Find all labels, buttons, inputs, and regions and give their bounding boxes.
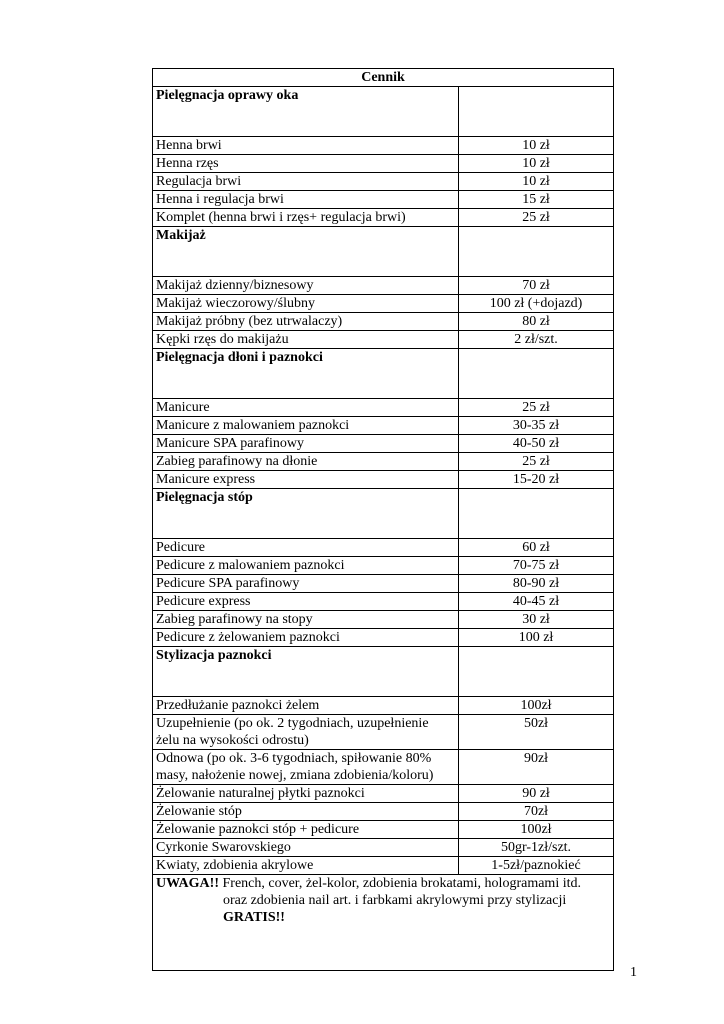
section-title: Pielęgnacja dłoni i paznokci — [153, 349, 459, 399]
service-price: 100zł — [459, 697, 614, 715]
service-price: 70-75 zł — [459, 557, 614, 575]
service-price: 25 zł — [459, 209, 614, 227]
section-header-row — [153, 489, 614, 539]
section-title: Pielęgnacja oprawy oka — [153, 87, 459, 137]
section-header-row — [153, 227, 614, 277]
table-row — [153, 277, 614, 295]
service-name: Pedicure SPA parafinowy — [153, 575, 459, 593]
table-row — [153, 803, 614, 821]
table-row — [153, 417, 614, 435]
table-row — [153, 750, 614, 785]
section-title: Pielęgnacja stóp — [153, 489, 459, 539]
table-row — [153, 697, 614, 715]
service-name: Żelowanie naturalnej płytki paznokci — [153, 785, 459, 803]
table-row — [153, 155, 614, 173]
table-row — [153, 611, 614, 629]
service-price: 1-5zł/paznokieć — [459, 857, 614, 875]
table-row — [153, 453, 614, 471]
section-title: Makijaż — [153, 227, 459, 277]
table-row — [153, 313, 614, 331]
service-name: Makijaż dzienny/biznesowy — [153, 277, 459, 295]
service-price: 10 zł — [459, 137, 614, 155]
section-header-row — [153, 87, 614, 137]
table-row — [153, 557, 614, 575]
table-row — [153, 471, 614, 489]
note-gratis: GRATIS!! — [223, 910, 285, 925]
table-row — [153, 629, 614, 647]
section-header-blank — [459, 349, 614, 399]
section-header-blank — [459, 87, 614, 137]
service-price: 30-35 zł — [459, 417, 614, 435]
section-title: Stylizacja paznokci — [153, 647, 459, 697]
table-row — [153, 575, 614, 593]
table-row — [153, 593, 614, 611]
service-name: Manicure z malowaniem paznokci — [153, 417, 459, 435]
service-price: 80-90 zł — [459, 575, 614, 593]
service-price: 15-20 zł — [459, 471, 614, 489]
service-price: 50zł — [459, 715, 614, 750]
service-name: Henna i regulacja brwi — [153, 191, 459, 209]
service-name: Pedicure z malowaniem paznokci — [153, 557, 459, 575]
note-text-2: oraz zdobienia nail art. i farbkami akrylowymi przy stylizacji — [223, 893, 567, 908]
service-name: Cyrkonie Swarovskiego — [153, 839, 459, 857]
table-row — [153, 715, 614, 750]
table-row — [153, 839, 614, 857]
page-number: 1 — [630, 965, 637, 980]
note-row — [153, 875, 614, 971]
price-list-title: Cennik — [153, 69, 614, 87]
service-price: 90 zł — [459, 785, 614, 803]
service-price: 100 zł — [459, 629, 614, 647]
table-row — [153, 857, 614, 875]
table-row — [153, 295, 614, 313]
table-row — [153, 785, 614, 803]
service-price: 40-45 zł — [459, 593, 614, 611]
service-price: 10 zł — [459, 155, 614, 173]
service-name: Pedicure z żelowaniem paznokci — [153, 629, 459, 647]
service-name: Żelowanie stóp — [153, 803, 459, 821]
service-name: Pedicure express — [153, 593, 459, 611]
note-label: UWAGA!! — [156, 876, 219, 891]
service-price: 100 zł (+dojazd) — [459, 295, 614, 313]
table-row — [153, 173, 614, 191]
table-row — [153, 435, 614, 453]
service-name: Zabieg parafinowy na dłonie — [153, 453, 459, 471]
service-price: 90zł — [459, 750, 614, 785]
service-name: Manicure express — [153, 471, 459, 489]
service-price: 2 zł/szt. — [459, 331, 614, 349]
table-row — [153, 209, 614, 227]
service-price: 25 zł — [459, 399, 614, 417]
service-price: 40-50 zł — [459, 435, 614, 453]
service-name: Uzupełnienie (po ok. 2 tygodniach, uzupełnienie żelu na wysokości odrostu) — [153, 715, 459, 750]
service-name: Kępki rzęs do makijażu — [153, 331, 459, 349]
service-price: 50gr-1zł/szt. — [459, 839, 614, 857]
section-header-blank — [459, 489, 614, 539]
note-cell — [153, 875, 614, 971]
table-row — [153, 821, 614, 839]
service-name: Odnowa (po ok. 3-6 tygodniach, spiłowanie 80% masy, nałożenie nowej, zmiana zdobienia/koloru) — [153, 750, 459, 785]
service-name: Makijaż próbny (bez utrwalaczy) — [153, 313, 459, 331]
service-price: 70 zł — [459, 277, 614, 295]
service-name: Zabieg parafinowy na stopy — [153, 611, 459, 629]
section-header-row — [153, 349, 614, 399]
service-name: Regulacja brwi — [153, 173, 459, 191]
service-price: 30 zł — [459, 611, 614, 629]
service-name: Henna brwi — [153, 137, 459, 155]
service-price: 70zł — [459, 803, 614, 821]
service-price: 25 zł — [459, 453, 614, 471]
table-row — [153, 137, 614, 155]
service-name: Żelowanie paznokci stóp + pedicure — [153, 821, 459, 839]
service-name: Henna rzęs — [153, 155, 459, 173]
service-price: 15 zł — [459, 191, 614, 209]
service-name: Kwiaty, zdobienia akrylowe — [153, 857, 459, 875]
service-price: 10 zł — [459, 173, 614, 191]
service-name: Pedicure — [153, 539, 459, 557]
note-line-1 — [156, 875, 610, 892]
service-name: Manicure SPA parafinowy — [153, 435, 459, 453]
service-price: 80 zł — [459, 313, 614, 331]
service-price: 60 zł — [459, 539, 614, 557]
note-text-1: French, cover, żel-kolor, zdobienia brokatami, hologramami itd. — [219, 876, 581, 891]
table-row — [153, 191, 614, 209]
table-row — [153, 331, 614, 349]
title-row — [153, 69, 614, 87]
service-name: Makijaż wieczorowy/ślubny — [153, 295, 459, 313]
section-header-row — [153, 647, 614, 697]
service-name: Przedłużanie paznokci żelem — [153, 697, 459, 715]
section-header-blank — [459, 647, 614, 697]
service-name: Manicure — [153, 399, 459, 417]
table-row — [153, 539, 614, 557]
price-list-table — [152, 68, 614, 971]
section-header-blank — [459, 227, 614, 277]
service-price: 100zł — [459, 821, 614, 839]
service-name: Komplet (henna brwi i rzęs+ regulacja brwi) — [153, 209, 459, 227]
table-row — [153, 399, 614, 417]
